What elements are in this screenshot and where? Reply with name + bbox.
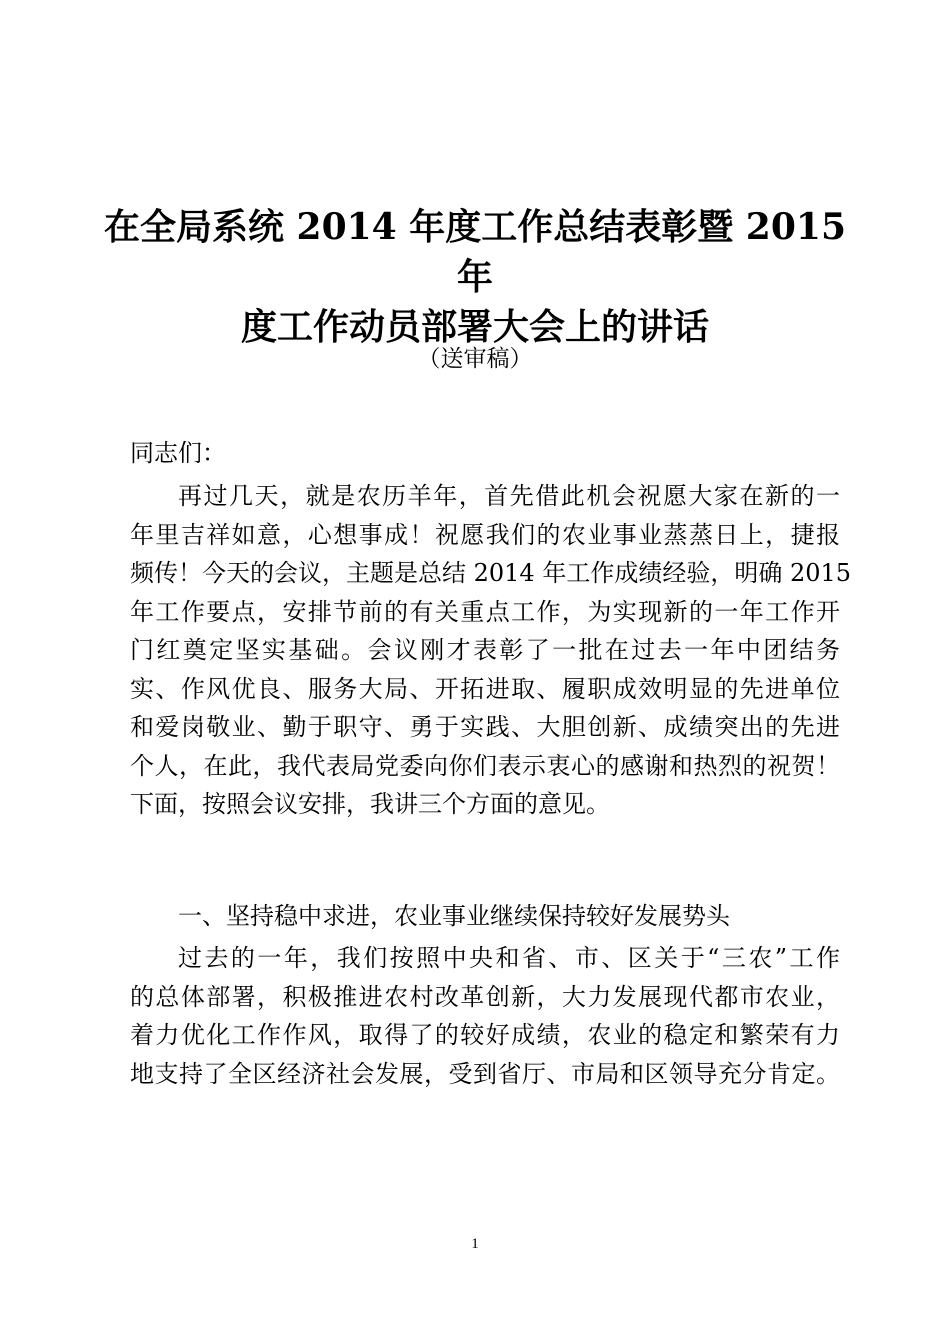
paragraph-line: 个人，在此，我代表局党委向你们表示衷心的感谢和热烈的祝贺！ (130, 751, 840, 780)
paragraph-line: 地支持了全区经济社会发展，受到省厅、市局和区领导充分肯定。 (130, 1059, 840, 1088)
paragraph-line: 着力优化工作作风，取得了的较好成绩，农业的稳定和繁荣有力 (130, 1021, 840, 1049)
paragraph-line: 过去的一年，我们按照中央和省、市、区关于“三农”工作 (178, 944, 840, 972)
salutation: 同志们： (130, 439, 226, 467)
title-line: 度工作动员部署大会上的讲话 (240, 306, 709, 348)
paragraph-line: 年工作要点，安排节前的有关重点工作，为实现新的一年工作开 (130, 597, 840, 626)
paragraph-line: 的总体部署，积极推进农村改革创新，大力发展现代都市农业， (130, 982, 840, 1011)
page-number: 1 (471, 1236, 479, 1252)
paragraph-line: 再过几天，就是农历羊年，首先借此机会祝愿大家在新的一 (178, 482, 840, 510)
paragraph-line: 实、作风优良、服务大局、开拓进取、履职成效明显的先进单位 (130, 674, 840, 703)
document-title (90, 202, 860, 352)
title-line: 在全局系统 2014 年度工作总结表彰暨 2015 年 (104, 206, 846, 298)
paragraph-line: 下面，按照会议安排，我讲三个方面的意见。 (130, 790, 610, 818)
document-subtitle: （送审稿） (417, 346, 533, 372)
paragraph-line: 年里吉祥如意，心想事成！祝愿我们的农业事业蒸蒸日上，捷报 (130, 520, 840, 549)
paragraph-line: 频传！今天的会议，主题是总结 2014 年工作成绩经验，明确 2015 (130, 559, 852, 587)
section-heading: 一、坚持稳中求进，农业事业继续保持较好发展势头 (178, 902, 730, 930)
paragraph-line: 门红奠定坚实基础。会议刚才表彰了一批在过去一年中团结务 (130, 636, 840, 664)
paragraph-section-one (130, 939, 840, 1093)
paragraph-line: 和爱岗敬业、勤于职守、勇于实践、大胆创新、成绩突出的先进 (130, 713, 840, 741)
paragraph-opening (130, 477, 852, 824)
